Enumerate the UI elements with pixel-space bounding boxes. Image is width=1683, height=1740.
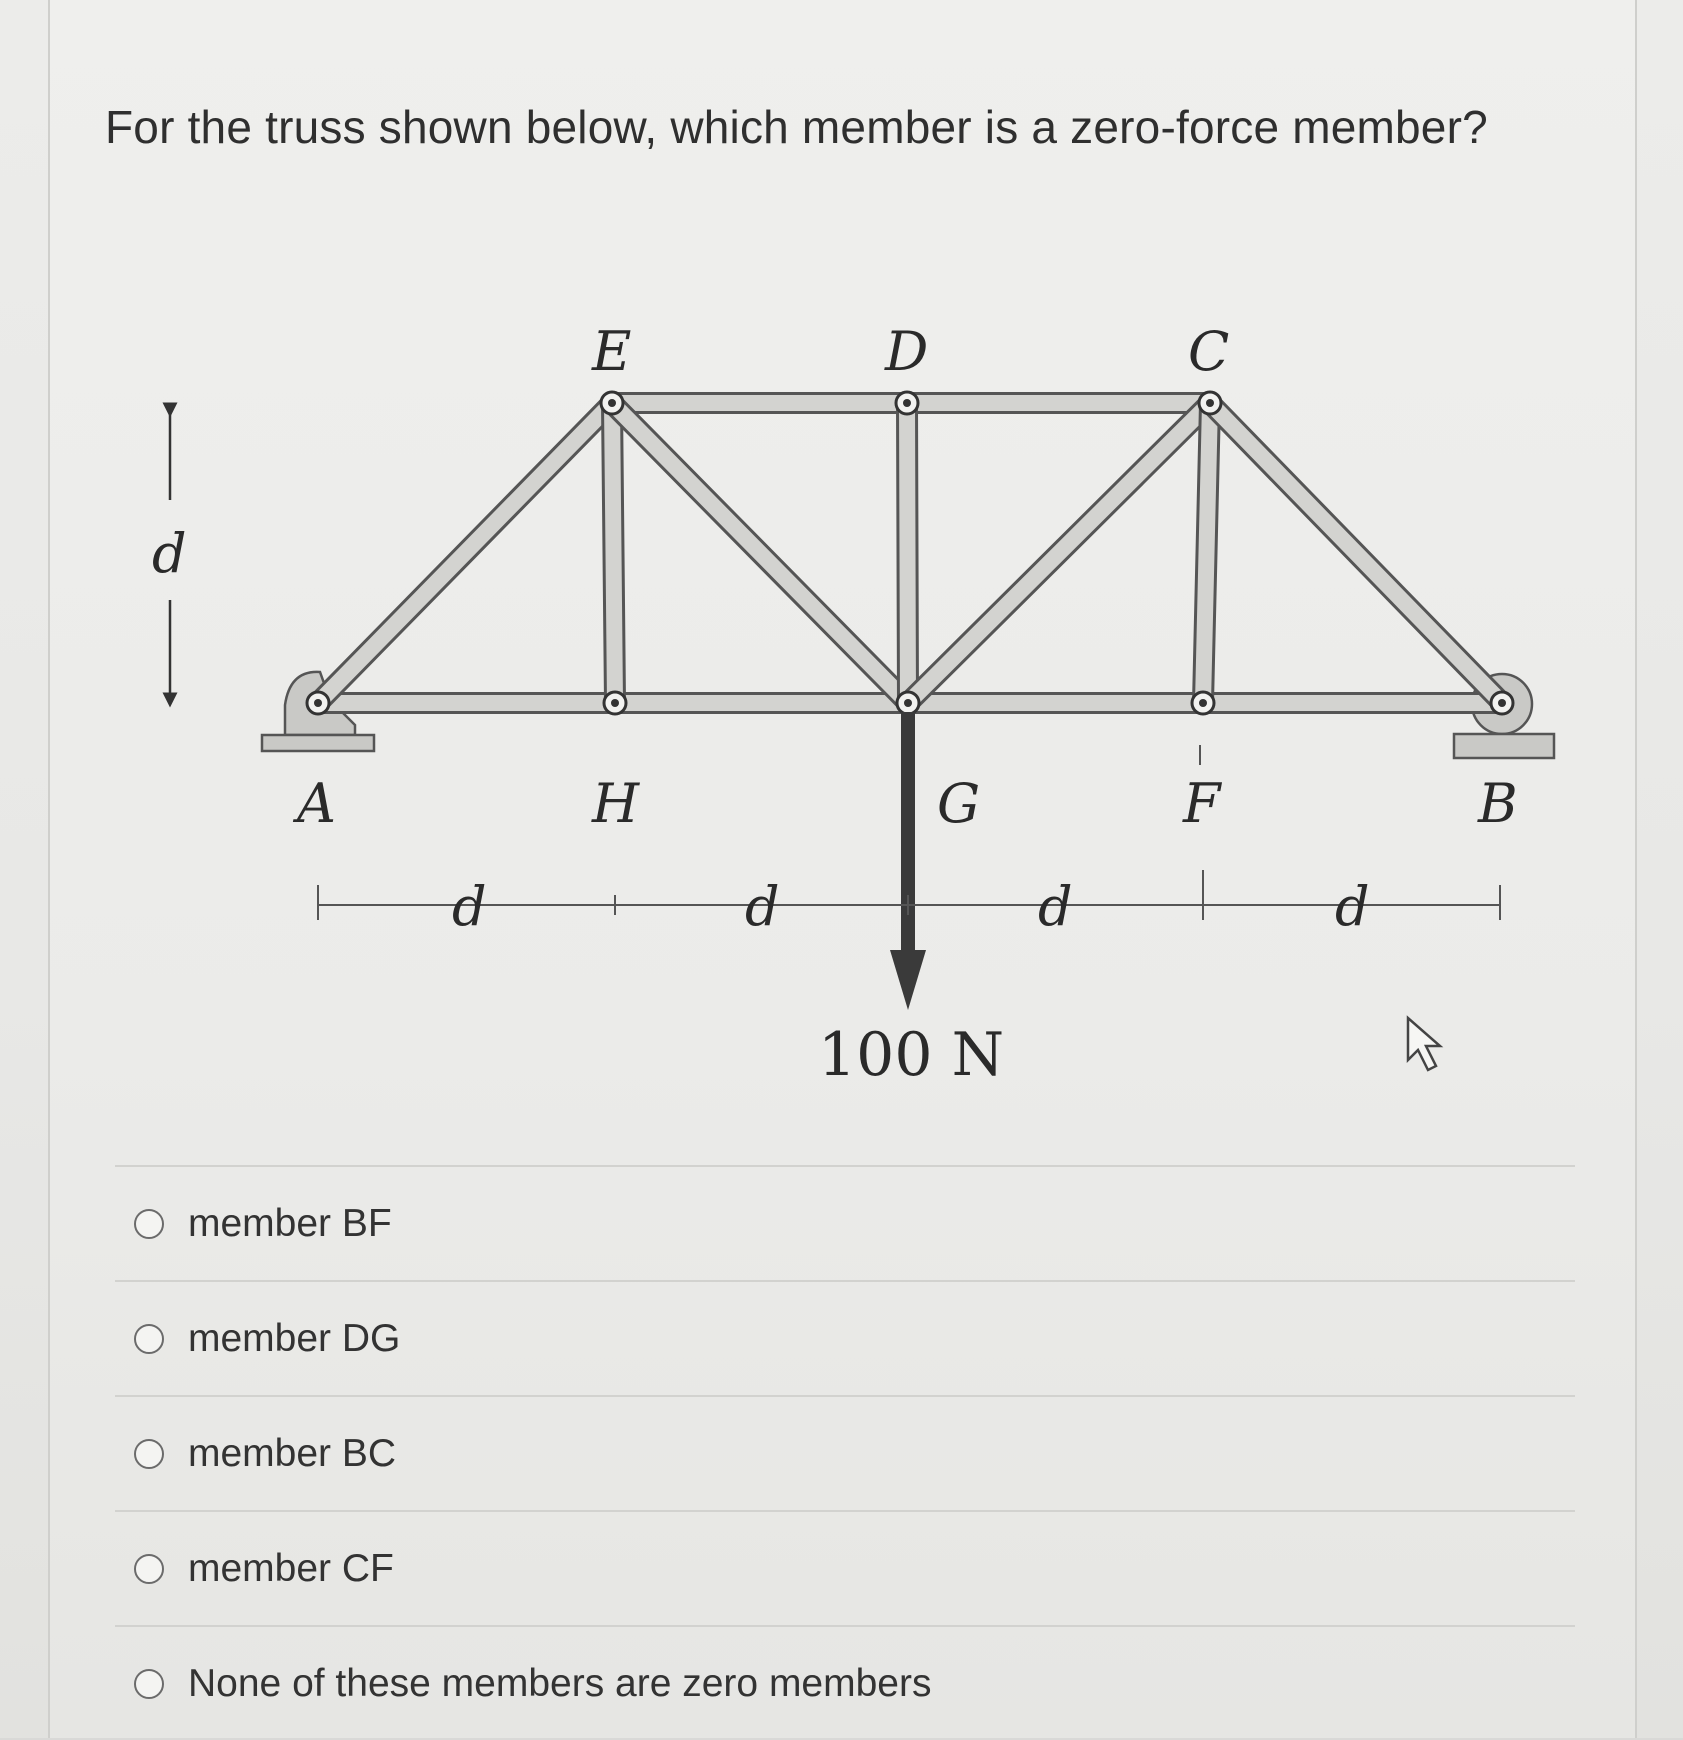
radio-button[interactable] — [134, 1439, 164, 1469]
radio-button[interactable] — [134, 1324, 164, 1354]
node-label-c: C — [1188, 320, 1230, 383]
member-eg — [612, 403, 908, 703]
question-text: For the truss shown below, which member is a zero-force member? — [105, 101, 1488, 153]
dimension-label-fb: d — [1335, 875, 1370, 938]
node-label-d: D — [885, 320, 929, 383]
radio-button[interactable] — [134, 1669, 164, 1699]
roller-support-b — [1454, 674, 1554, 758]
option-label: member DG — [188, 1316, 401, 1360]
option-member-dg[interactable] — [115, 1280, 1575, 1395]
option-label: None of these members are zero members — [188, 1661, 932, 1705]
option-label: member BF — [188, 1201, 392, 1245]
option-none[interactable] — [115, 1625, 1575, 1740]
option-label: member CF — [188, 1546, 394, 1590]
member-dg — [907, 403, 908, 703]
option-label: member BC — [188, 1431, 397, 1475]
node-label-b: B — [1478, 772, 1518, 835]
radio-button[interactable] — [134, 1554, 164, 1584]
option-member-bf[interactable] — [115, 1165, 1575, 1280]
node-label-h: H — [592, 772, 640, 835]
load-label: 100 N — [818, 1020, 1005, 1090]
answer-options — [115, 1165, 1575, 1740]
option-member-cf[interactable] — [115, 1510, 1575, 1625]
member-cf — [1203, 403, 1210, 703]
dimension-label-gf: d — [1038, 875, 1073, 938]
member-gc — [908, 403, 1210, 703]
node-label-g: G — [937, 772, 981, 835]
truss-members — [318, 403, 1502, 703]
load-arrow — [890, 712, 926, 1010]
cursor-icon — [1408, 1018, 1440, 1070]
option-member-bc[interactable] — [115, 1395, 1575, 1510]
member-eh — [612, 403, 615, 703]
dimension-label-vertical: d — [152, 522, 187, 585]
node-label-e: E — [592, 320, 632, 383]
radio-button[interactable] — [134, 1209, 164, 1239]
dimension-label-hg: d — [745, 875, 780, 938]
node-label-f: F — [1183, 772, 1221, 835]
dimension-label-ah: d — [452, 875, 487, 938]
member-cb — [1210, 403, 1502, 703]
member-ae — [318, 403, 612, 703]
node-label-a: A — [297, 772, 336, 835]
